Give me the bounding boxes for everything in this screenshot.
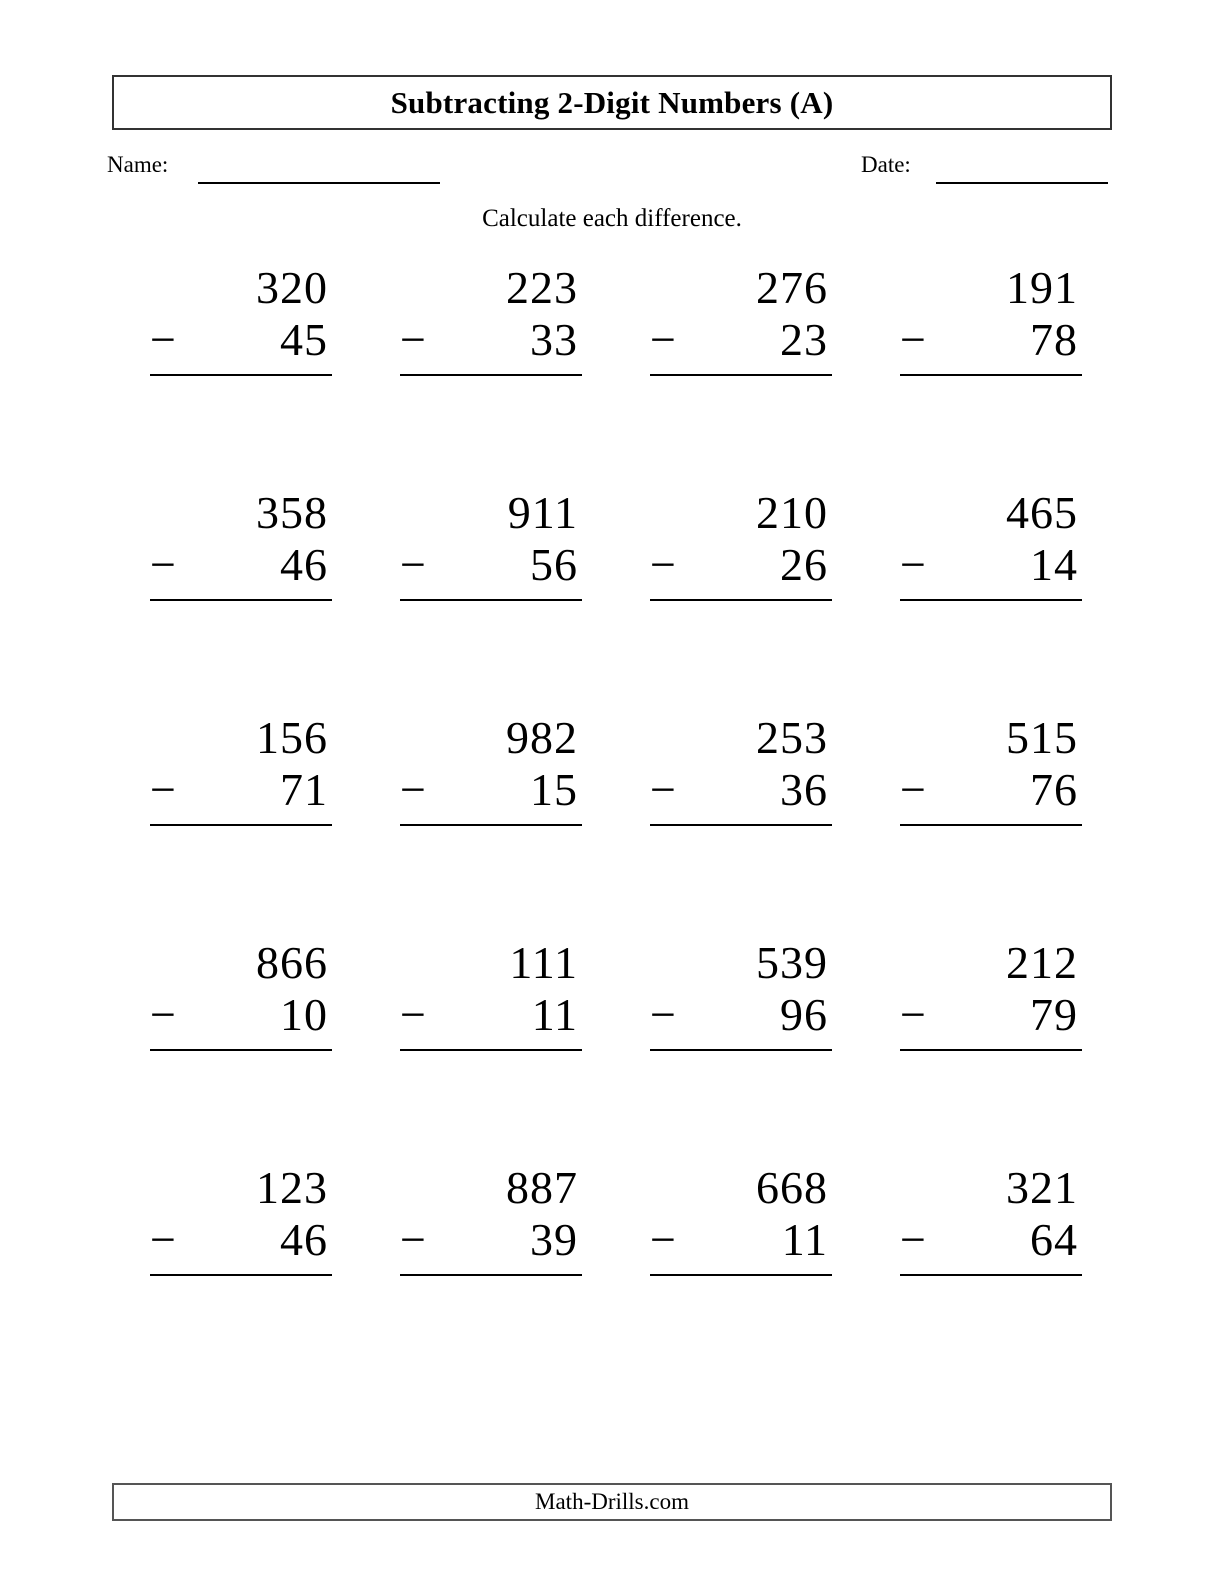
minuend-row xyxy=(642,487,832,539)
minuend-row xyxy=(142,937,332,989)
minuend-value: 111 xyxy=(509,937,578,988)
minuend-value: 515 xyxy=(1006,712,1078,763)
problem-cell xyxy=(862,712,1112,937)
minus-sign-icon: − xyxy=(650,989,676,1040)
minuend-value: 212 xyxy=(1006,937,1078,988)
subtrahend-value: 14 xyxy=(1030,539,1078,590)
minus-sign-icon: − xyxy=(650,1214,676,1265)
minus-sign-icon: − xyxy=(650,314,676,365)
problem-row xyxy=(112,262,1112,487)
subtraction-problem xyxy=(142,937,332,1041)
subtraction-problem xyxy=(892,487,1082,591)
subtraction-problem xyxy=(392,937,582,1041)
minuend-row xyxy=(642,937,832,989)
subtrahend-value: 26 xyxy=(780,539,828,590)
subtrahend-value: 71 xyxy=(280,764,328,815)
minuend-value: 223 xyxy=(506,262,578,313)
problem-cell xyxy=(362,712,612,937)
answer-line[interactable] xyxy=(400,1274,582,1276)
problem-cell xyxy=(112,487,362,712)
minus-sign-icon: − xyxy=(900,764,926,815)
subtraction-problem xyxy=(892,937,1082,1041)
subtraction-problem xyxy=(392,262,582,366)
subtraction-problem xyxy=(142,712,332,816)
minuend-row xyxy=(142,487,332,539)
minuend-row xyxy=(892,262,1082,314)
subtrahend-value: 64 xyxy=(1030,1214,1078,1265)
minus-sign-icon: − xyxy=(150,539,176,590)
answer-line[interactable] xyxy=(650,824,832,826)
answer-line[interactable] xyxy=(400,1049,582,1051)
problem-cell xyxy=(362,262,612,487)
answer-line[interactable] xyxy=(150,374,332,376)
subtraction-problem xyxy=(392,487,582,591)
minus-sign-icon: − xyxy=(900,1214,926,1265)
answer-line[interactable] xyxy=(150,1274,332,1276)
name-input-line[interactable] xyxy=(198,182,440,184)
answer-line[interactable] xyxy=(900,599,1082,601)
subtrahend-value: 46 xyxy=(280,539,328,590)
problem-row xyxy=(112,1162,1112,1387)
problem-grid xyxy=(112,262,1112,1387)
subtraction-problem xyxy=(892,712,1082,816)
minuend-row xyxy=(892,712,1082,764)
date-input-line[interactable] xyxy=(936,182,1108,184)
minuend-row xyxy=(392,1162,582,1214)
subtrahend-value: 76 xyxy=(1030,764,1078,815)
minuend-row xyxy=(392,712,582,764)
subtrahend-value: 15 xyxy=(530,764,578,815)
minuend-row xyxy=(892,487,1082,539)
minuend-value: 668 xyxy=(756,1162,828,1213)
answer-line[interactable] xyxy=(650,374,832,376)
subtrahend-value: 78 xyxy=(1030,314,1078,365)
problem-cell xyxy=(862,487,1112,712)
problem-cell xyxy=(612,262,862,487)
minuend-value: 210 xyxy=(756,487,828,538)
problem-cell xyxy=(862,262,1112,487)
problem-row xyxy=(112,712,1112,937)
problem-cell xyxy=(362,487,612,712)
problem-cell xyxy=(612,937,862,1162)
footer-branding: Math-Drills.com xyxy=(535,1489,689,1514)
subtrahend-value: 36 xyxy=(780,764,828,815)
problem-row xyxy=(112,487,1112,712)
subtrahend-value: 10 xyxy=(280,989,328,1040)
page-title: Subtracting 2-Digit Numbers (A) xyxy=(390,84,834,120)
minus-sign-icon: − xyxy=(400,539,426,590)
subtraction-problem xyxy=(142,1162,332,1266)
subtrahend-value: 96 xyxy=(780,989,828,1040)
problem-cell xyxy=(862,937,1112,1162)
minuend-value: 123 xyxy=(256,1162,328,1213)
minus-sign-icon: − xyxy=(650,764,676,815)
minus-sign-icon: − xyxy=(900,314,926,365)
minuend-value: 320 xyxy=(256,262,328,313)
minuend-row xyxy=(142,712,332,764)
subtrahend-value: 11 xyxy=(781,1214,828,1265)
subtraction-problem xyxy=(392,1162,582,1266)
minuend-row xyxy=(142,1162,332,1214)
minuend-value: 156 xyxy=(256,712,328,763)
answer-line[interactable] xyxy=(900,1049,1082,1051)
subtraction-problem xyxy=(642,487,832,591)
answer-line[interactable] xyxy=(650,1274,832,1276)
problem-cell xyxy=(112,1162,362,1387)
minuend-value: 539 xyxy=(756,937,828,988)
minus-sign-icon: − xyxy=(900,539,926,590)
subtraction-problem xyxy=(642,712,832,816)
minuend-row xyxy=(642,1162,832,1214)
subtraction-problem xyxy=(642,262,832,366)
answer-line[interactable] xyxy=(650,1049,832,1051)
subtrahend-value: 39 xyxy=(530,1214,578,1265)
problem-cell xyxy=(112,712,362,937)
minuend-value: 253 xyxy=(756,712,828,763)
minuend-value: 887 xyxy=(506,1162,578,1213)
date-label: Date: xyxy=(861,152,911,177)
minuend-value: 911 xyxy=(507,487,578,538)
minuend-value: 358 xyxy=(256,487,328,538)
answer-line[interactable] xyxy=(400,599,582,601)
problem-cell xyxy=(862,1162,1112,1387)
problem-cell xyxy=(612,487,862,712)
minuend-value: 465 xyxy=(1006,487,1078,538)
subtraction-problem xyxy=(142,262,332,366)
minuend-value: 866 xyxy=(256,937,328,988)
minuend-value: 982 xyxy=(506,712,578,763)
instruction-text: Calculate each difference. xyxy=(482,205,742,232)
problem-cell xyxy=(612,712,862,937)
answer-line[interactable] xyxy=(400,374,582,376)
subtraction-problem xyxy=(142,487,332,591)
minus-sign-icon: − xyxy=(150,989,176,1040)
answer-line[interactable] xyxy=(150,824,332,826)
minuend-row xyxy=(392,262,582,314)
minus-sign-icon: − xyxy=(400,764,426,815)
minuend-row xyxy=(892,1162,1082,1214)
subtraction-problem xyxy=(642,937,832,1041)
minus-sign-icon: − xyxy=(900,989,926,1040)
footer-box xyxy=(112,1483,1112,1521)
minus-sign-icon: − xyxy=(400,314,426,365)
minus-sign-icon: − xyxy=(400,1214,426,1265)
minuend-row xyxy=(642,712,832,764)
subtraction-problem xyxy=(392,712,582,816)
problem-cell xyxy=(612,1162,862,1387)
subtraction-problem xyxy=(642,1162,832,1266)
title-box xyxy=(112,75,1112,130)
minus-sign-icon: − xyxy=(150,1214,176,1265)
answer-line[interactable] xyxy=(900,1274,1082,1276)
name-label: Name: xyxy=(107,152,169,177)
answer-line[interactable] xyxy=(900,824,1082,826)
problem-row xyxy=(112,937,1112,1162)
minuend-value: 276 xyxy=(756,262,828,313)
minus-sign-icon: − xyxy=(150,764,176,815)
minuend-row xyxy=(642,262,832,314)
minuend-value: 321 xyxy=(1006,1162,1078,1213)
answer-line[interactable] xyxy=(400,824,582,826)
problem-cell xyxy=(362,937,612,1162)
subtrahend-value: 45 xyxy=(280,314,328,365)
minus-sign-icon: − xyxy=(400,989,426,1040)
subtraction-problem xyxy=(892,1162,1082,1266)
minuend-value: 191 xyxy=(1006,262,1078,313)
answer-line[interactable] xyxy=(150,599,332,601)
minus-sign-icon: − xyxy=(150,314,176,365)
answer-line[interactable] xyxy=(150,1049,332,1051)
subtrahend-value: 11 xyxy=(531,989,578,1040)
subtraction-problem xyxy=(892,262,1082,366)
minuend-row xyxy=(392,937,582,989)
minuend-row xyxy=(142,262,332,314)
minuend-row xyxy=(892,937,1082,989)
answer-line[interactable] xyxy=(650,599,832,601)
subtrahend-value: 23 xyxy=(780,314,828,365)
subtrahend-value: 56 xyxy=(530,539,578,590)
subtrahend-value: 33 xyxy=(530,314,578,365)
subtrahend-value: 79 xyxy=(1030,989,1078,1040)
problem-cell xyxy=(362,1162,612,1387)
subtrahend-value: 46 xyxy=(280,1214,328,1265)
minus-sign-icon: − xyxy=(650,539,676,590)
problem-cell xyxy=(112,262,362,487)
problem-cell xyxy=(112,937,362,1162)
minuend-row xyxy=(392,487,582,539)
answer-line[interactable] xyxy=(900,374,1082,376)
